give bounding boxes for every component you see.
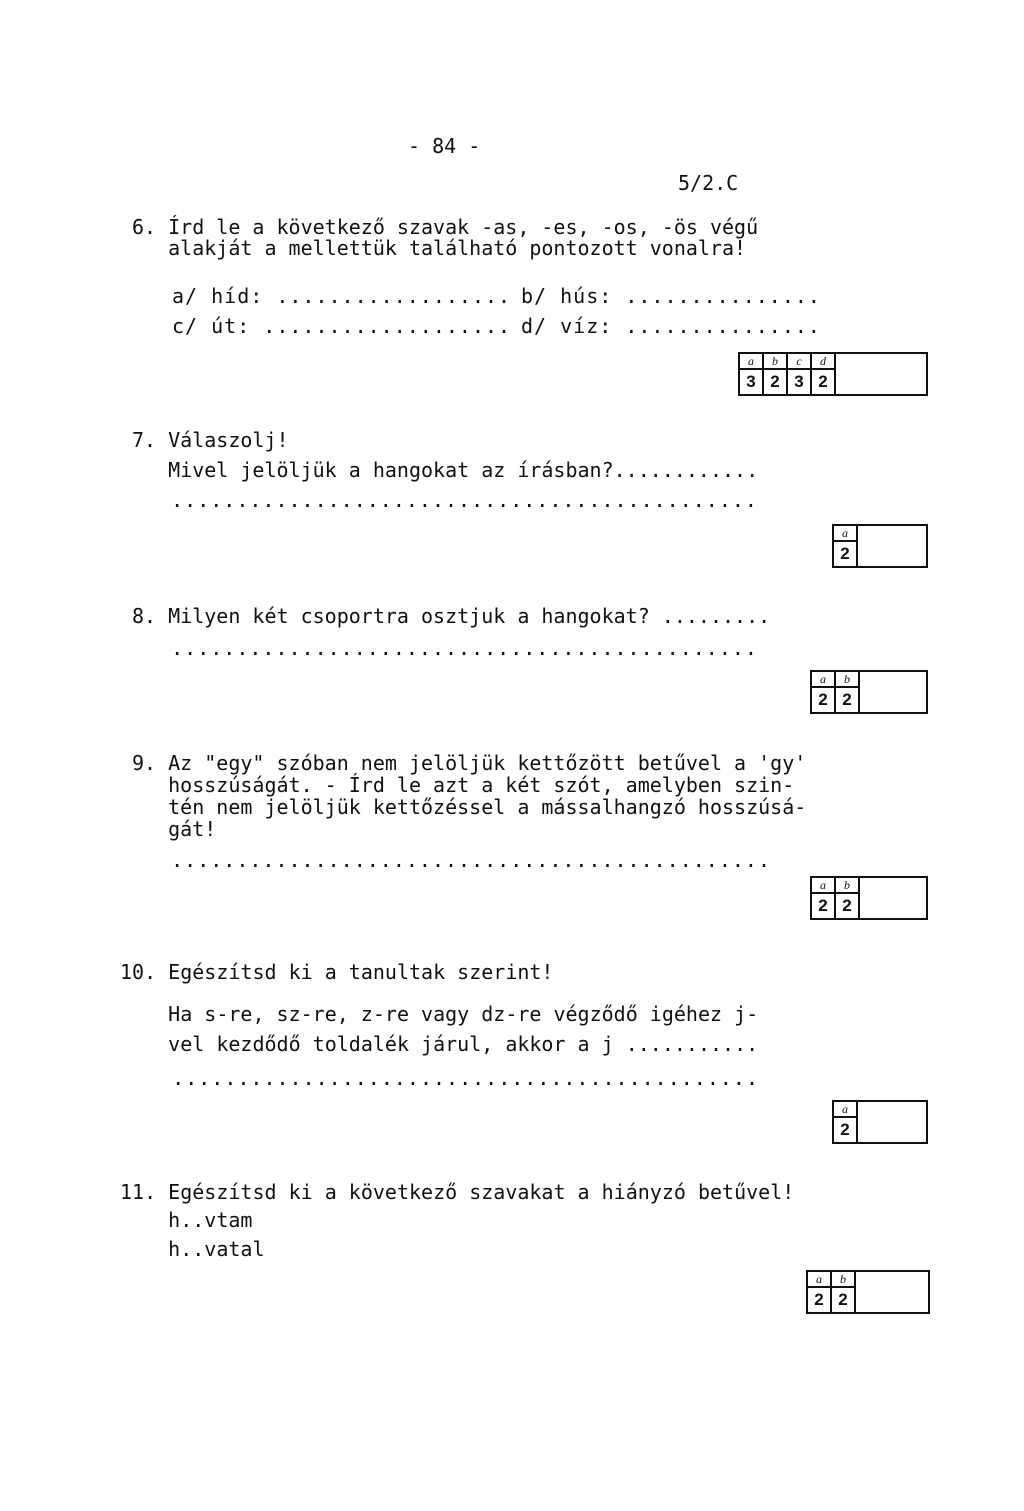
q11-score-total[interactable]: [856, 1272, 928, 1312]
q10-score-total[interactable]: [858, 1102, 926, 1142]
q10-score-box: a 2: [832, 1100, 928, 1144]
q11-word-2[interactable]: h..vatal: [120, 1237, 265, 1261]
q6-line-1: 6. Írd le a következő szavak -as, -es, -os, -ös végű: [132, 215, 759, 239]
q7-line-1: 7. Válaszolj!: [132, 428, 289, 452]
q11-word-1[interactable]: h..vtam: [120, 1208, 253, 1232]
q7-answer-line[interactable]: .............................................: [132, 488, 758, 512]
q10-line-3: vel kezdődő toldalék járul, akkor a j ...........: [120, 1032, 759, 1056]
q7-score-total[interactable]: [858, 526, 926, 566]
q11-line-1: 11. Egészítsd ki a következő szavakat a hiányzó betűvel!: [120, 1180, 795, 1204]
q9-line-3: tén nem jelöljük kettőzéssel a mássalhangzó hosszúsá-: [132, 795, 807, 819]
q9-line-1: 9. Az "egy" szóban nem jelöljük kettőzött betűvel a 'gy': [132, 751, 807, 775]
q10-line-1: 10. Egészítsd ki a tanultak szerint!: [120, 960, 554, 984]
q9-score-box: a 2 b 2: [810, 876, 928, 920]
q6-item-b[interactable]: b/ hús: ...............: [521, 284, 821, 308]
q6-score-box: a 3 b 2 c 3 d 2: [738, 352, 928, 396]
page-number: - 84 -: [408, 134, 481, 158]
q10-line-2: Ha s-re, sz-re, z-re vagy dz-re végződő igéhez j-: [120, 1002, 759, 1026]
q8-score-box: a 2 b 2: [810, 670, 928, 714]
q9-score-total[interactable]: [860, 878, 926, 918]
q7-score-box: a 2: [832, 524, 928, 568]
q8-answer-line[interactable]: .............................................: [132, 636, 758, 660]
q9-line-4: gát!: [132, 817, 217, 841]
sheet-code: 5/2.C: [678, 171, 739, 195]
q7-line-2: Mivel jelöljük a hangokat az írásban?............: [132, 458, 759, 482]
q10-answer-line[interactable]: .............................................: [120, 1066, 760, 1090]
q6-line-2: alakját a mellettük található pontozott vonalra!: [132, 236, 747, 260]
q6-item-c[interactable]: c/ út: ...................: [172, 314, 512, 338]
q9-line-2: hosszúságát. - Írd le azt a két szót, amelyben szin-: [132, 773, 795, 797]
q11-score-box: a 2 b 2: [806, 1270, 930, 1314]
q6-item-d[interactable]: d/ víz: ...............: [521, 314, 821, 338]
q9-answer-line[interactable]: ..............................................: [132, 848, 772, 872]
q6-score-total[interactable]: [836, 354, 926, 394]
q6-item-a[interactable]: a/ híd: ..................: [172, 284, 512, 308]
q8-line-1: 8. Milyen két csoportra osztjuk a hangokat? .........: [132, 604, 771, 628]
q8-score-total[interactable]: [860, 672, 926, 712]
